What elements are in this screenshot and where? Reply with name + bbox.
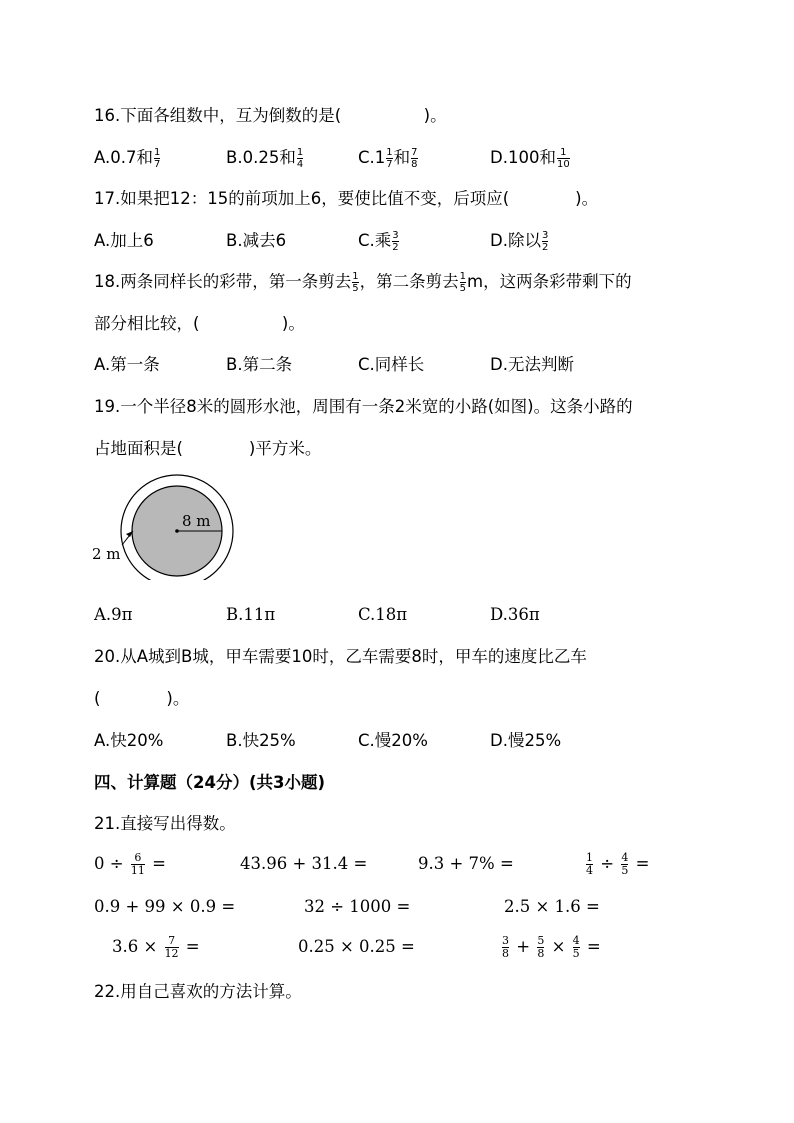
q21-expr-9: 0.25 × 0.25 = bbox=[298, 937, 415, 956]
denominator: 12 bbox=[164, 947, 179, 960]
fraction bbox=[557, 148, 570, 170]
q16-d-value: 100和 bbox=[507, 148, 556, 167]
radius-label: 8 m bbox=[182, 512, 211, 530]
fraction bbox=[460, 272, 466, 294]
numerator: 1 bbox=[386, 146, 393, 158]
numerator: 3 bbox=[541, 229, 549, 241]
denominator: 8 bbox=[411, 158, 418, 170]
denominator: 10 bbox=[556, 158, 570, 170]
numerator: 1 bbox=[154, 146, 161, 158]
numerator: 1 bbox=[586, 851, 593, 864]
q21-expr-6: 32 ÷ 1000 = bbox=[304, 897, 411, 916]
numerator: 7 bbox=[411, 146, 418, 158]
denominator: 7 bbox=[154, 158, 161, 170]
denominator: 4 bbox=[296, 158, 304, 170]
q16-b-value: 0.25和 bbox=[242, 148, 296, 167]
denominator: 2 bbox=[541, 241, 549, 253]
pond-figure bbox=[90, 470, 240, 584]
q21-expr-7: 2.5 × 1.6 = bbox=[504, 897, 600, 916]
fraction bbox=[386, 148, 392, 170]
q16-b-label: B. bbox=[226, 148, 243, 167]
q16-c-int: 1 bbox=[374, 148, 386, 167]
denominator: 8 bbox=[537, 947, 545, 960]
expr-part: × bbox=[546, 937, 571, 956]
q20-stem: 20.从A城到B城，甲车需要10时，乙车需要8时，甲车的速度比乙车 bbox=[94, 647, 587, 666]
denominator: 4 bbox=[586, 864, 593, 877]
q18-option-c: C.同样长 bbox=[358, 355, 425, 374]
expr-part: = bbox=[146, 854, 166, 873]
q16-d-label: D. bbox=[490, 148, 508, 167]
q16-option-c bbox=[358, 146, 419, 170]
expr-part: 3.6 × bbox=[112, 937, 163, 956]
denominator: 5 bbox=[572, 947, 580, 960]
q20-option-b: B.快25% bbox=[226, 731, 296, 750]
numerator: 1 bbox=[296, 146, 304, 158]
numerator: 7 bbox=[168, 934, 176, 947]
numerator: 6 bbox=[134, 851, 142, 864]
q21-expr-10 bbox=[500, 935, 601, 960]
q19-option-a: A.9π bbox=[94, 605, 133, 624]
q16-option-a bbox=[94, 146, 161, 170]
q17-stem: 17.如果把12：15的前项加上6，要使比值不变，后项应( )。 bbox=[94, 189, 599, 208]
denominator: 5 bbox=[352, 282, 359, 294]
q21-expr-3: 9.3 + 7% = bbox=[418, 854, 514, 873]
q18-stem-part: m，这两条彩带剩下的 bbox=[467, 272, 632, 291]
fraction bbox=[502, 935, 509, 960]
pond-diagram bbox=[90, 470, 240, 580]
q17-option-a: A.加上6 bbox=[94, 231, 154, 250]
q20-stem-line2: ( )。 bbox=[94, 689, 190, 708]
fraction bbox=[586, 852, 593, 877]
numerator: 4 bbox=[621, 851, 629, 864]
q21-expr-1 bbox=[94, 852, 166, 877]
q19-option-d: D.36π bbox=[490, 605, 540, 624]
numerator: 5 bbox=[537, 934, 545, 947]
q22-stem: 22.用自己喜欢的方法计算。 bbox=[94, 982, 302, 1001]
expr-part: ÷ bbox=[595, 854, 620, 873]
numerator: 1 bbox=[560, 146, 567, 158]
q21-expr-4 bbox=[584, 852, 649, 877]
q16-option-b bbox=[226, 146, 304, 170]
fraction bbox=[573, 935, 580, 960]
q20-option-c: C.慢20% bbox=[358, 731, 428, 750]
expr-part: = bbox=[180, 937, 200, 956]
q18-stem-line2: 部分相比较，( )。 bbox=[94, 314, 305, 333]
q16-a-label: A. bbox=[94, 148, 111, 167]
denominator: 2 bbox=[392, 241, 399, 253]
q17-option-b: B.减去6 bbox=[226, 231, 287, 250]
q21-stem: 21.直接写出得数。 bbox=[94, 814, 236, 833]
numerator: 4 bbox=[572, 934, 580, 947]
q16-c-and: 和 bbox=[393, 148, 411, 167]
fraction bbox=[165, 935, 179, 960]
fraction bbox=[411, 148, 417, 170]
numerator: 1 bbox=[352, 270, 359, 282]
fraction bbox=[542, 231, 548, 253]
q16-option-d bbox=[490, 146, 571, 170]
q18-stem bbox=[94, 270, 632, 294]
fraction bbox=[537, 935, 544, 960]
fraction bbox=[392, 231, 398, 253]
q18-option-b: B.第二条 bbox=[226, 355, 293, 374]
denominator: 8 bbox=[502, 947, 509, 960]
expr-part: + bbox=[511, 937, 536, 956]
numerator: 1 bbox=[459, 270, 466, 282]
q19-option-b: B.11π bbox=[226, 605, 276, 624]
expr-part: 0 ÷ bbox=[94, 854, 129, 873]
denominator: 11 bbox=[130, 864, 145, 877]
fraction bbox=[352, 272, 358, 294]
q17-option-c bbox=[358, 229, 400, 253]
section-heading: 四、计算题（24分）(共3小题) bbox=[94, 773, 326, 792]
q18-stem-part: 18.两条同样长的彩带，第一条剪去 bbox=[94, 272, 352, 291]
denominator: 5 bbox=[459, 282, 466, 294]
path-width-label: 2 m bbox=[92, 545, 121, 563]
fraction bbox=[621, 852, 628, 877]
q16-a-value: 0.7和 bbox=[110, 148, 153, 167]
q20-option-d: D.慢25% bbox=[490, 731, 562, 750]
numerator: 3 bbox=[502, 934, 509, 947]
q17-d-label: D.除以 bbox=[490, 231, 541, 250]
denominator: 7 bbox=[386, 158, 393, 170]
fraction bbox=[154, 148, 160, 170]
q19-stem: 19.一个半径8米的圆形水池，周围有一条2米宽的小路(如图)。这条小路的 bbox=[94, 397, 633, 416]
expr-part: = bbox=[581, 937, 601, 956]
q16-c-label: C. bbox=[358, 148, 375, 167]
q18-option-d: D.无法判断 bbox=[490, 355, 574, 374]
q21-expr-5: 0.9 + 99 × 0.9 = bbox=[94, 897, 236, 916]
denominator: 5 bbox=[621, 864, 629, 877]
q21-expr-8 bbox=[112, 935, 200, 960]
q19-stem-line2: 占地面积是( )平方米。 bbox=[94, 439, 322, 458]
q21-expr-2: 43.96 + 31.4 = bbox=[240, 854, 368, 873]
fraction bbox=[297, 148, 303, 170]
q19-option-c: C.18π bbox=[358, 605, 408, 624]
q20-option-a: A.快20% bbox=[94, 731, 164, 750]
fraction bbox=[131, 852, 145, 877]
expr-part: = bbox=[630, 854, 650, 873]
q16-stem: 16.下面各组数中，互为倒数的是( )。 bbox=[94, 106, 447, 125]
q17-option-d bbox=[490, 229, 549, 253]
q18-stem-part: ，第二条剪去 bbox=[359, 272, 459, 291]
numerator: 3 bbox=[392, 229, 399, 241]
q17-c-label: C.乘 bbox=[358, 231, 392, 250]
q18-option-a: A.第一条 bbox=[94, 355, 160, 374]
